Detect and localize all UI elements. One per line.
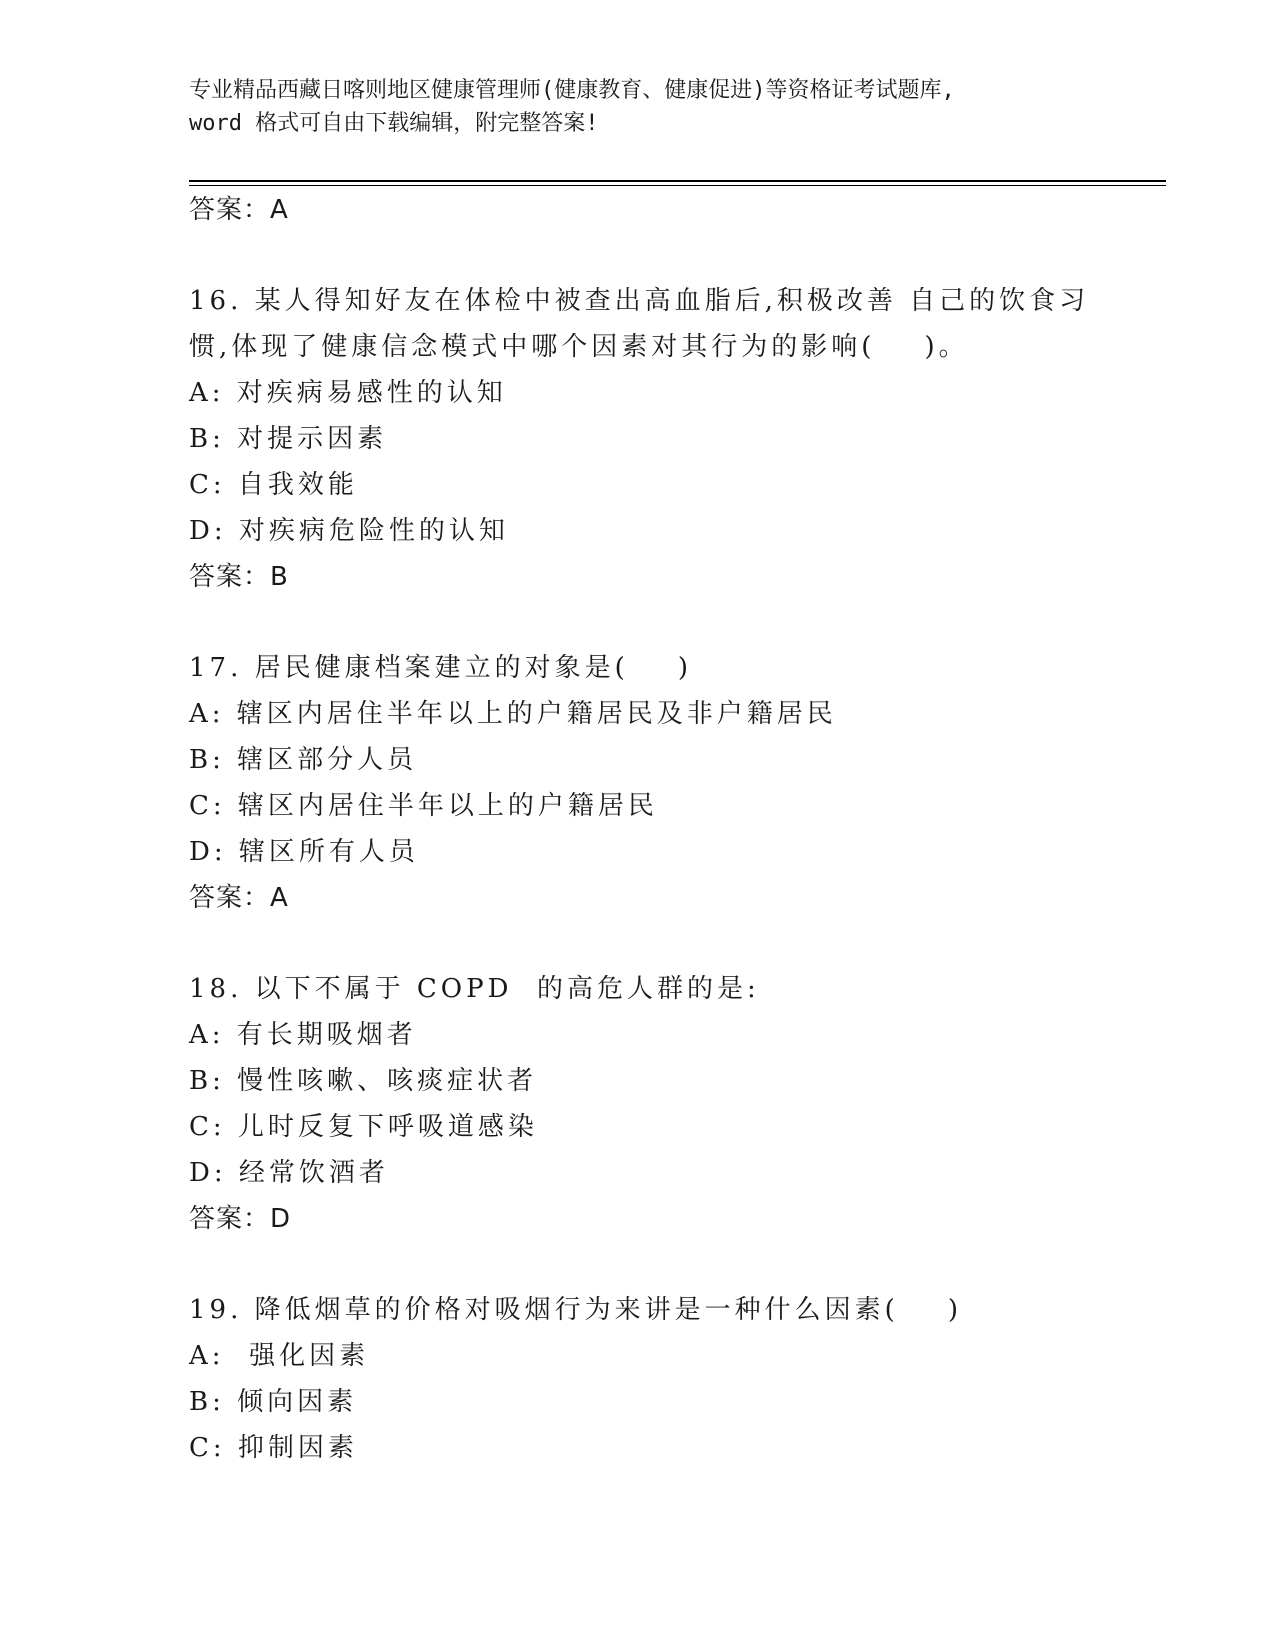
question-stem: 惯,体现了健康信念模式中哪个因素对其行为的影响( )。	[189, 332, 969, 362]
option-a: A: 有长期吸烟者	[189, 1020, 417, 1050]
question-stem: 16. 某人得知好友在体检中被查出高血脂后,积极改善 自己的饮食习	[189, 286, 1090, 316]
option-d: D: 对疾病危险性的认知	[189, 516, 509, 546]
option-b: B: 倾向因素	[189, 1387, 358, 1417]
option-c: C: 儿时反复下呼吸道感染	[189, 1112, 538, 1142]
question-stem: 18. 以下不属于 COPD 的高危人群的是:	[189, 974, 760, 1004]
header-line-2: word 格式可自由下载编辑，附完整答案!	[189, 111, 599, 136]
header-divider-thick	[189, 180, 1166, 182]
option-c: C: 自我效能	[189, 470, 358, 500]
answer-line: 答案：A	[189, 883, 289, 913]
question-list	[189, 187, 1139, 1471]
question-16	[189, 278, 1139, 600]
question-19	[189, 1287, 1139, 1471]
header-divider-thin	[189, 185, 1166, 186]
option-b: B: 辖区部分人员	[189, 745, 418, 775]
option-b: B: 慢性咳嗽、咳痰症状者	[189, 1066, 538, 1096]
option-c: C: 抑制因素	[189, 1433, 358, 1463]
option-a: A: 对疾病易感性的认知	[189, 378, 507, 408]
answer-line: 答案：D	[189, 1204, 292, 1234]
option-a: A: 辖区内居住半年以上的户籍居民及非户籍居民	[189, 699, 837, 729]
question-stem: 17. 居民健康档案建立的对象是( )	[189, 653, 692, 683]
question-stem: 19. 降低烟草的价格对吸烟行为来讲是一种什么因素( )	[189, 1295, 962, 1325]
header-line-1: 专业精品西藏日喀则地区健康管理师(健康教育、健康促进)等资格证考试题库,	[189, 78, 955, 103]
option-a: A: 强化因素	[189, 1341, 370, 1371]
option-d: D: 经常饮酒者	[189, 1158, 389, 1188]
page-header	[189, 74, 1089, 140]
question-18	[189, 966, 1139, 1242]
question-17	[189, 645, 1139, 921]
option-b: B: 对提示因素	[189, 424, 388, 454]
option-c: C: 辖区内居住半年以上的户籍居民	[189, 791, 658, 821]
option-d: D: 辖区所有人员	[189, 837, 419, 867]
answer-line: 答案：B	[189, 562, 289, 592]
answer-line: 答案：A	[189, 195, 289, 225]
